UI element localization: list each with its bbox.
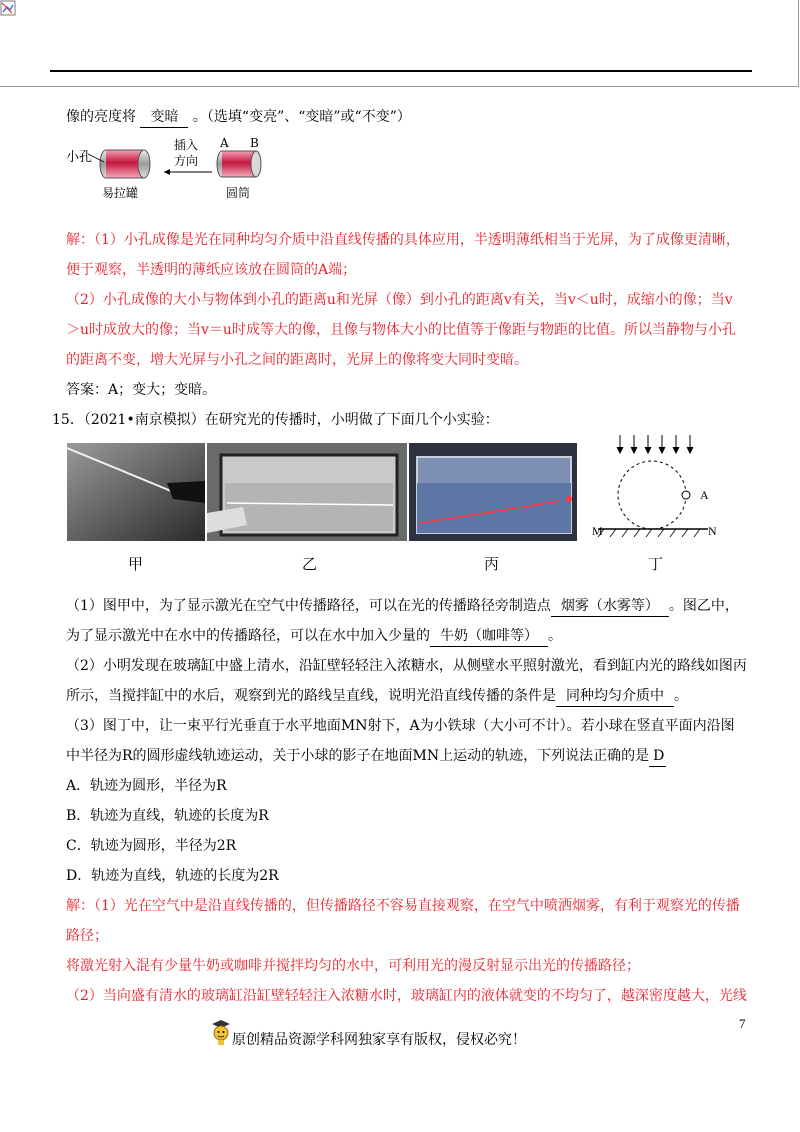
pinhole-can-figure [66, 134, 286, 200]
q15-part3-line2 [66, 746, 666, 767]
insert-label: 插入 [174, 138, 199, 152]
answer14: 答案：A；变大；变暗。 [66, 382, 217, 398]
broken-image-icon [0, 0, 16, 16]
q15-p2-text-c: 。 [674, 688, 688, 704]
pinhole-label: 小孔 [66, 150, 93, 165]
end-b-label: B [250, 136, 259, 150]
end-a-label: A [220, 136, 229, 150]
sugar-water-photo [409, 443, 577, 541]
q15-p1-text-a: （1）图甲中，为了显示激光在空气中传播路径，可以在光的传播路径旁制造点 [66, 598, 551, 614]
page-number: 7 [739, 1016, 746, 1031]
solution15-line3: 将激光射入混有少量牛奶或咖啡并搅拌均匀的水中，可利用光的漫反射显示出光的传播路径； [66, 958, 640, 974]
solution15-line2: 路径； [66, 928, 108, 944]
mascot-icon [210, 1018, 232, 1046]
copyright-notice: 原创精品资源学科网独家享有版权，侵权必究！ [232, 1032, 526, 1048]
laser-in-water-photo [207, 443, 407, 541]
q15-part2-line1: （2）小明发现在玻璃缸中盛上清水，沿缸壁轻轻注入浓糖水，从侧壁水平照射激光，看到缸内光的路线如图丙 [66, 658, 747, 674]
q15-p3-text-b: 中半径为R的圆形虚线轨迹运动，关于小球的影子在地面MN上运动的轨迹，下列说法正确的是 [66, 748, 650, 764]
header-rule [50, 70, 752, 72]
q15-p1-text-c: 为了显示激光中在水中的传播路径，可以在水中加入少量的 [66, 628, 430, 644]
smoke-answer-blank: 烟雾（水雾等） [551, 596, 669, 617]
milk-answer-blank: 牛奶（咖啡等） [430, 626, 548, 647]
cylinder-label: 圆筒 [226, 186, 251, 200]
option-d: D．轨迹为直线，轨迹的长度为2R [66, 868, 279, 884]
caption-bing: 丙 [484, 555, 500, 573]
solution14-line1: 解：（1）小孔成像是光在同种均匀介质中沿直线传播的具体应用，半透明薄纸相当于光屏，为了成像更清晰， [66, 232, 740, 248]
solution14-line5: 的距离不变，增大光屏与小孔之间的距离时，光屏上的像将变大同时变暗。 [66, 352, 528, 368]
intro-prefix: 像的亮度将 [66, 109, 136, 125]
header-frame [0, 0, 799, 87]
brightness-answer-blank: 变暗 [140, 107, 188, 128]
q15-part1-line2 [66, 626, 562, 647]
option-b: B．轨迹为直线，轨迹的长度为R [66, 808, 269, 824]
solution14-line2: 便于观察，半透明的薄纸应该放在圆筒的A端； [66, 262, 357, 278]
intro-suffix: 。（选填“变亮”、“变暗”或“不变”） [192, 109, 411, 125]
solution14-line4: ＞u时成放大的像；当v＝u时成等大的像，且像与物体大小的比值等于像距与物距的比值。所以当静物与小孔 [66, 322, 736, 338]
choice-answer-blank: D [649, 746, 666, 767]
ground-m-label: M [592, 524, 603, 538]
can-label: 易拉罐 [102, 186, 139, 200]
q15-p2-text-b: 所示，当搅拌缸中的水后，观察到光的路线呈直线，说明光沿直线传播的条件是 [66, 688, 556, 704]
direction-label: 方向 [174, 154, 199, 168]
laser-in-air-photo [67, 443, 205, 541]
intro-line [66, 107, 411, 128]
ball-a-label: A [700, 488, 709, 502]
caption-ding: 丁 [648, 555, 664, 573]
solution15-line1: 解：（1）光在空气中是沿直线传播的，但传播路径不容易直接观察，在空气中喷洒烟雾，有利于观察光的传播 [66, 898, 740, 914]
ground-n-label: N [708, 524, 717, 538]
q15-part1-line1 [66, 596, 739, 617]
caption-jia: 甲 [128, 555, 144, 573]
q15-p1-text-d: 。 [548, 628, 562, 644]
q15-part3-line1: （3）图丁中，让一束平行光垂直于水平地面MN射下，A为小铁球（大小可不计）。若小球在竖直平面内沿图 [66, 718, 735, 734]
q15-stem: 15．（2021•南京模拟）在研究光的传播时，小明做了下面几个小实验： [52, 412, 499, 428]
q15-p1-text-b: 。图乙中， [668, 598, 739, 614]
option-c: C．轨迹为圆形，半径为2R [66, 838, 237, 854]
caption-yi: 乙 [302, 555, 318, 573]
q15-part2-line2 [66, 686, 688, 707]
solution15-line4: （2）当向盛有清水的玻璃缸沿缸壁轻轻注入浓糖水时，玻璃缸内的液体就变的不均匀了，越深密度越大，光线 [66, 988, 747, 1004]
medium-answer-blank: 同种均匀介质中 [556, 686, 674, 707]
option-a: A．轨迹为圆形，半径为R [66, 778, 227, 794]
solution14-line3: （2）小孔成像的大小与物体到小孔的距离u和光屏（像）到小孔的距离v有关，当v＜u时，成缩小的像；当v [66, 292, 733, 308]
